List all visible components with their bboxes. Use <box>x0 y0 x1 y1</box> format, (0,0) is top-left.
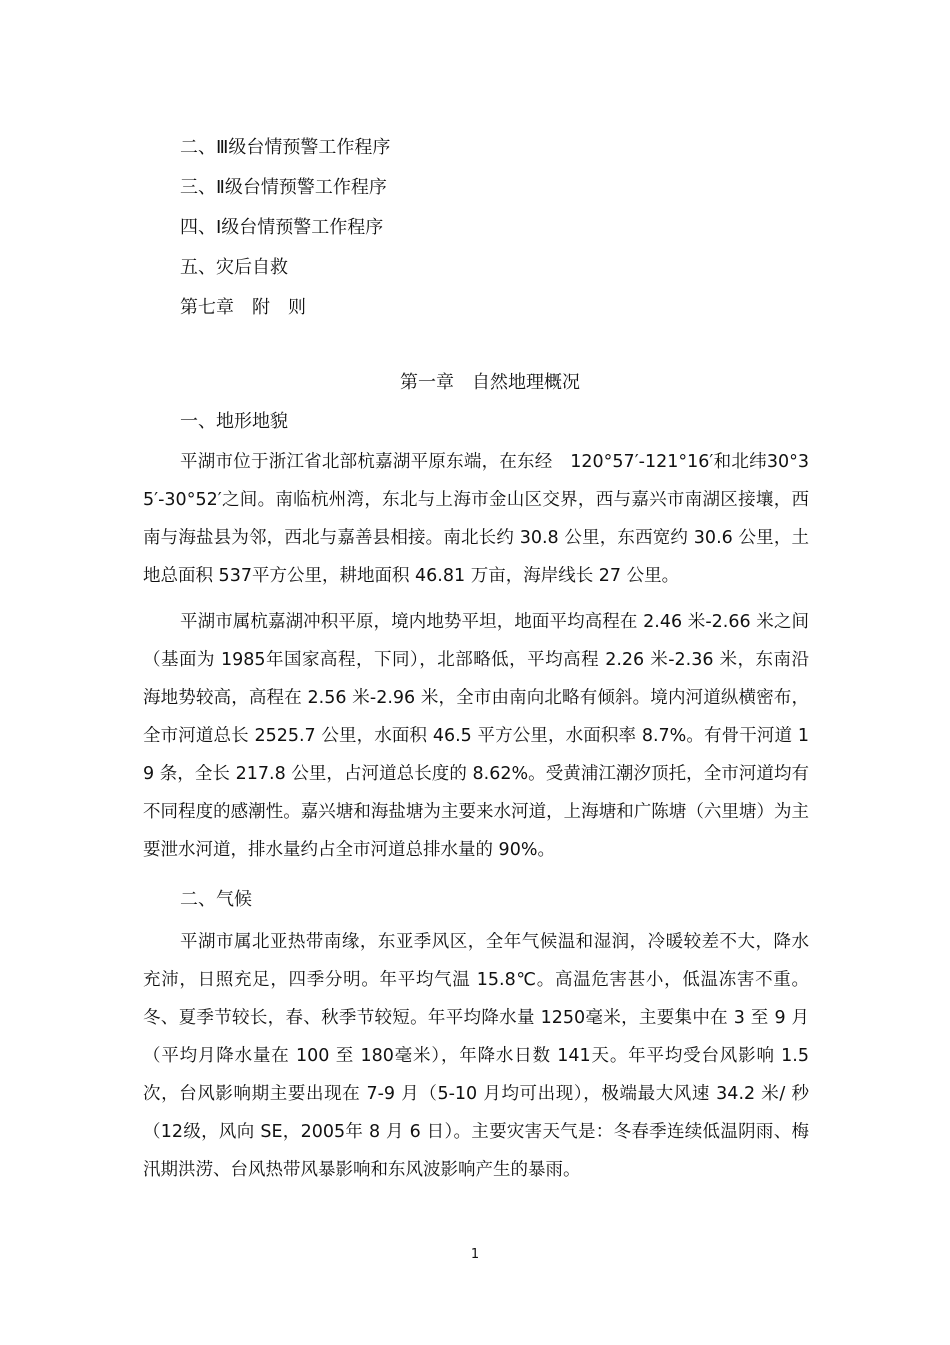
toc-item: 二、Ⅲ级台情预警工作程序 <box>180 137 391 158</box>
paragraph-climate: 平湖市属北亚热带南缘，东亚季风区，全年气候温和湿润，冷暖较差不大，降水充沛，日照充足，四季分明。年平均气温 15.8℃。高温危害甚小，低温冻害不重。冬、夏季节较长，春、秋季节较短。年平均降水量 1250毫米，主要集中在 3 至 9 月（平均月降水量在 100 至 180毫米），年降水日数 141天。年平均受台风影响 1.5 次，台风影响期主要出现在 7-9 月（5-10 月均可出现），极端最大风速 34.2 米/ 秒（12级，风向 SE，2005年 8 月 6 日）。主要灾害天气是：冬春季连续低温阴雨、梅汛期洪涝、台风热带风暴影响和东风波影响产生的暴雨。 <box>143 932 809 1180</box>
page-number: 1 <box>470 1247 480 1262</box>
toc-item: 四、Ⅰ级台情预警工作程序 <box>180 217 384 238</box>
table-of-contents <box>180 128 390 328</box>
toc-item: 五、灾后自救 <box>180 257 288 278</box>
paragraph-terrain-location: 平湖市位于浙江省北部杭嘉湖平原东端，在东经 120°57′-121°16′和北纬30°35′-30°52′之间。南临杭州湾，东北与上海市金山区交界，西与嘉兴市南湖区接壤，西南与海盐县为邻，西北与嘉善县相接。南北长约 30.8 公里，东西宽约 30.6 公里，土地总面积 537平方公里，耕地面积 46.81 万亩，海岸线长 27 公里。 <box>143 452 809 586</box>
section-heading-climate: 二、气候 <box>180 889 252 910</box>
toc-item: 三、Ⅱ级台情预警工作程序 <box>180 177 387 198</box>
paragraph-terrain-topography: 平湖市属杭嘉湖冲积平原，境内地势平坦，地面平均高程在 2.46 米-2.66 米之间（基面为 1985年国家高程，下同），北部略低，平均高程 2.26 米-2.36 米，东南沿海地势较高，高程在 2.56 米-2.96 米，全市由南向北略有倾斜。境内河道纵横密布，全市河道总长 2525.7 公里，水面积 46.5 平方公里，水面积率 8.7%。有骨干河道 19 条，全长 217.8 公里，占河道总长度的 8.62%。受黄浦江潮汐顶托，全市河道均有不同程度的感潮性。嘉兴塘和海盐塘为主要来水河道，上海塘和广陈塘（六里塘）为主要泄水河道，排水量约占全市河道总排水量的 90%。 <box>143 612 809 860</box>
section-heading-terrain: 一、地形地貌 <box>180 411 288 432</box>
toc-item: 第七章 附 则 <box>180 297 306 318</box>
chapter-title: 第一章 自然地理概况 <box>400 372 580 393</box>
